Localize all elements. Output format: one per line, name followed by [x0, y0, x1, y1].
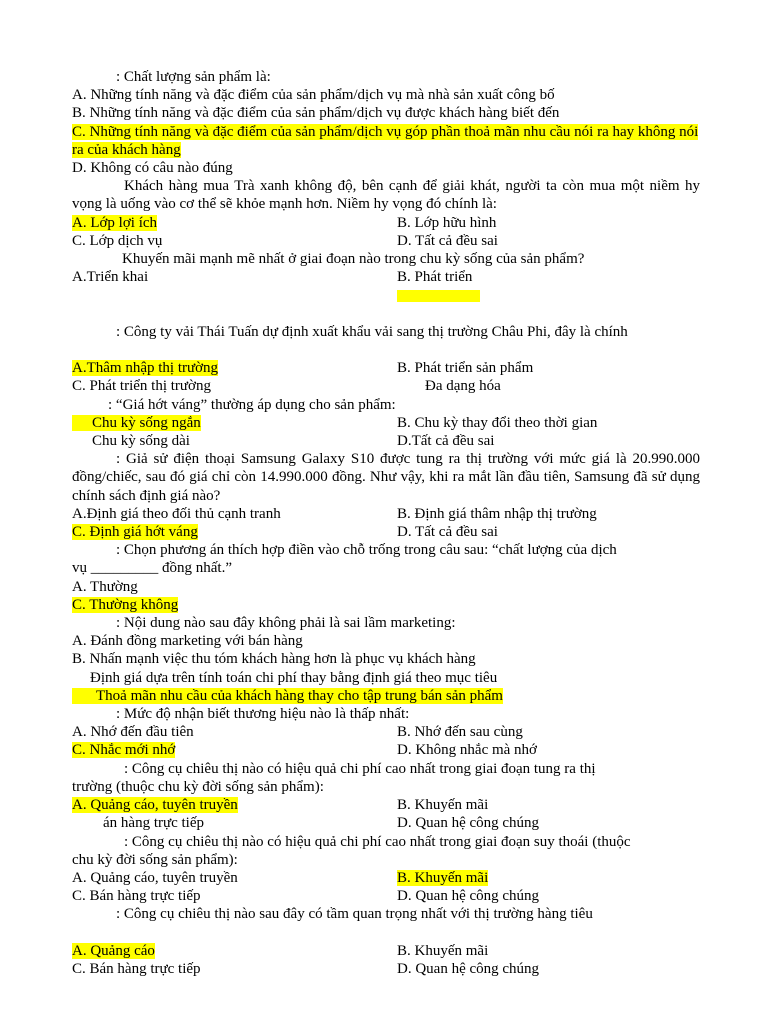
- answer-option: C. Bán hàng trực tiếp: [72, 888, 201, 905]
- answer-highlight: C. Những tính năng và đặc điểm của sản phẩm/dịch vụ góp phần thoả mãn nhu cầu nói ra hay không nói ra của khách hàng: [72, 123, 699, 158]
- answer-option: A.Định giá theo đối thủ cạnh tranh: [72, 505, 281, 522]
- answer-option: D.Tất cả đều sai: [397, 433, 495, 450]
- question-text: : Mức độ nhận biết thương hiệu nào là thấp nhất:: [116, 706, 410, 723]
- empty-highlight-mark: [397, 290, 480, 302]
- answer-option: A. Những tính năng và đặc điểm của sản phẩm/dịch vụ mà nhà sản xuất công bố: [72, 87, 555, 104]
- question-text: Khách hàng mua Trà xanh không độ, bên cạnh để giải khát, người ta còn mua một niềm hy vọng là uống vào cơ thể sẽ khỏe mạnh hơn. Niềm hy vọng đó chính là:: [72, 178, 700, 213]
- question-text: : Công cụ chiêu thị nào có hiệu quả chi phí cao nhất trong giai đoạn tung ra thị: [124, 760, 596, 777]
- document-page: [72, 68, 700, 978]
- answer-row: [72, 214, 700, 232]
- answer-option: A. Nhớ đến đầu tiên: [72, 724, 194, 741]
- answer-option: B. Lớp hữu hình: [397, 214, 497, 231]
- answer-option: B. Chu kỳ thay đổi theo thời gian: [397, 414, 598, 431]
- answer-option: C. Phát triển thị trường: [72, 378, 211, 395]
- answer-option: D. Không nhắc mà nhớ: [397, 742, 537, 759]
- answer-row: [72, 432, 700, 450]
- answer-row: [72, 814, 700, 832]
- answer-option: D. Quan hệ công chúng: [397, 815, 540, 832]
- answer-row: [72, 741, 700, 759]
- answer-highlight: Chu kỳ sống ngắn: [72, 415, 201, 431]
- answer-option: B. Khuyến mãi: [397, 797, 489, 814]
- answer-row: [72, 523, 700, 541]
- answer-option: D. Quan hệ công chúng: [397, 888, 540, 905]
- answer-option: A.Triển khai: [72, 269, 149, 286]
- answer-row: [72, 796, 700, 814]
- answer-option: Đa dạng hóa: [425, 378, 501, 395]
- answer-highlight: A. Quảng cáo: [72, 942, 155, 959]
- question-text: : Công ty vải Thái Tuấn dự định xuất khẩu vải sang thị trường Châu Phi, đây là chính: [116, 323, 628, 340]
- answer-row: [72, 887, 700, 905]
- answer-option: B. Những tính năng và đặc điểm của sản phẩm/dịch vụ được khách hàng biết đến: [72, 105, 560, 122]
- answer-option: B. Phát triển sản phẩm: [397, 360, 534, 377]
- answer-highlight: C. Nhắc mới nhớ: [72, 742, 176, 759]
- answer-highlight: A.Thâm nhập thị trường: [72, 360, 219, 377]
- answer-row: [72, 942, 700, 960]
- question-text: : Công cụ chiêu thị nào có hiệu quả chi phí cao nhất trong giai đoạn suy thoái (thuộc: [124, 833, 631, 850]
- question-text-continued: vụ _________ đồng nhất.”: [72, 560, 232, 577]
- answer-option: B. Phát triển: [397, 269, 473, 286]
- answer-option: B. Nhấn mạnh việc thu tóm khách hàng hơn là phục vụ khách hàng: [72, 651, 476, 668]
- question-text: : “Giá hớt váng” thường áp dụng cho sản phẩm:: [108, 396, 396, 413]
- answer-row: [72, 268, 700, 286]
- answer-row: [72, 232, 700, 250]
- answer-option: B. Định giá thâm nhập thị trường: [397, 505, 597, 522]
- highlight-row: [72, 286, 700, 304]
- answer-row: [72, 869, 700, 887]
- answer-highlight: A. Lớp lợi ích: [72, 214, 158, 231]
- question-text: : Công cụ chiêu thị nào sau đây có tầm quan trọng nhất với thị trường hàng tiêu: [116, 906, 593, 923]
- answer-highlight: Thoả mãn nhu cầu của khách hàng thay cho tập trung bán sản phẩm: [72, 688, 503, 704]
- answer-option: B. Khuyến mãi: [397, 942, 489, 959]
- question-text: : Chất lượng sản phẩm là:: [116, 69, 271, 85]
- answer-option: D. Tất cả đều sai: [397, 524, 498, 541]
- answer-highlight: B. Khuyến mãi: [397, 869, 489, 886]
- answer-option: A. Quảng cáo, tuyên truyền: [72, 869, 238, 886]
- question-text: Khuyến mãi mạnh mẽ nhất ở giai đoạn nào trong chu kỳ sống của sản phẩm?: [122, 251, 585, 268]
- answer-row: [72, 723, 700, 741]
- answer-highlight: A. Quảng cáo, tuyên truyền: [72, 797, 238, 814]
- question-text-continued: trường (thuộc chu kỳ đời sống sản phẩm):: [72, 778, 324, 795]
- answer-option: C. Lớp dịch vụ: [72, 232, 163, 249]
- answer-option: Định giá dựa trên tính toán chi phí thay bằng định giá theo mục tiêu: [90, 669, 498, 686]
- answer-option: án hàng trực tiếp: [103, 815, 205, 832]
- question-text-continued: chu kỳ đời sống sản phẩm):: [72, 851, 238, 868]
- answer-option: D. Tất cả đều sai: [397, 232, 498, 249]
- answer-row: [72, 359, 700, 377]
- answer-row: [72, 960, 700, 978]
- question-text: : Giả sử điện thoại Samsung Galaxy S10 được tung ra thị trường với mức giá là 20.990.000 đồng/chiếc, sau đó giá chỉ còn 14.990.000 đồng. Như vậy, khi ra mắt lần đầu tiên, Samsung đã sử dụng chính sách định giá nào?: [72, 451, 700, 504]
- question-text: : Chọn phương án thích hợp điền vào chỗ trống trong câu sau: “chất lượng của dịch: [116, 542, 617, 559]
- answer-highlight: C. Định giá hớt váng: [72, 524, 198, 541]
- answer-row: [72, 505, 700, 523]
- answer-option: B. Nhớ đến sau cùng: [397, 724, 523, 741]
- answer-option: Chu kỳ sống dài: [92, 433, 190, 450]
- answer-option: C. Bán hàng trực tiếp: [72, 960, 201, 977]
- answer-option: D. Không có câu nào đúng: [72, 160, 233, 177]
- question-text: : Nội dung nào sau đây không phải là sai lầm marketing:: [116, 615, 456, 632]
- answer-option-highlighted: [72, 123, 700, 159]
- answer-option: D. Quan hệ công chúng: [397, 960, 540, 977]
- answer-row: [72, 414, 700, 432]
- answer-option: A. Đánh đồng marketing với bán hàng: [72, 633, 303, 650]
- answer-row: [72, 377, 700, 395]
- answer-option: A. Thường: [72, 578, 138, 595]
- answer-highlight: C. Thường không: [72, 596, 179, 613]
